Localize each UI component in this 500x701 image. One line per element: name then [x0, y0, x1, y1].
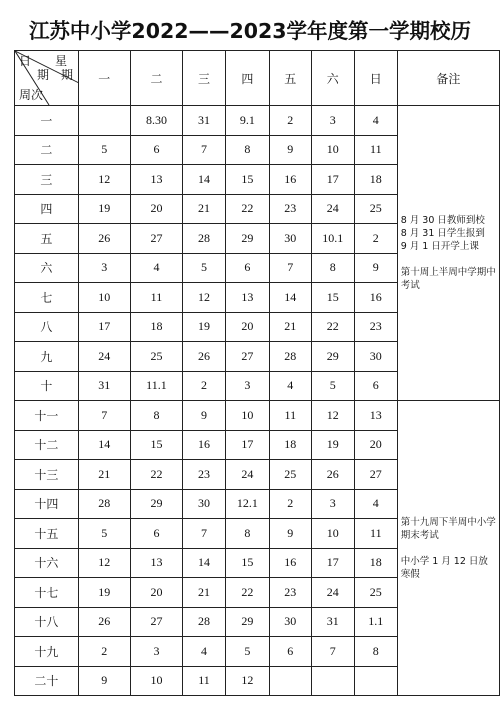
date-cell: 23	[183, 460, 226, 490]
date-cell: 20	[130, 578, 183, 608]
date-cell: 15	[130, 430, 183, 460]
week-row	[15, 401, 500, 431]
date-cell: 7	[311, 637, 354, 667]
date-cell: 9	[78, 666, 130, 696]
date-cell: 26	[78, 224, 130, 254]
date-cell: 19	[78, 194, 130, 224]
date-cell: 10	[130, 666, 183, 696]
date-cell: 24	[78, 342, 130, 372]
date-cell: 22	[130, 460, 183, 490]
date-cell: 29	[130, 489, 183, 519]
date-cell: 17	[311, 548, 354, 578]
day-header-sat: 六	[311, 51, 354, 106]
notes-header: 备注	[397, 51, 499, 106]
week-number: 七	[15, 283, 79, 313]
date-cell: 21	[183, 578, 226, 608]
date-cell: 25	[130, 342, 183, 372]
note-paragraph	[401, 214, 496, 253]
date-cell: 11	[269, 401, 311, 431]
week-number: 九	[15, 342, 79, 372]
date-cell: 9	[354, 253, 397, 283]
date-cell: 27	[130, 607, 183, 637]
date-cell: 5	[183, 253, 226, 283]
note-paragraph	[401, 516, 496, 542]
week-number: 十七	[15, 578, 79, 608]
date-cell: 11	[130, 283, 183, 313]
day-header-mon: 一	[78, 51, 130, 106]
date-cell: 8	[311, 253, 354, 283]
date-cell: 12	[311, 401, 354, 431]
date-cell: 2	[78, 637, 130, 667]
date-cell: 30	[183, 489, 226, 519]
date-cell: 11	[354, 135, 397, 165]
date-cell: 14	[183, 548, 226, 578]
page-title: 江苏中小学2022——2023学年度第一学期校历	[28, 19, 472, 43]
date-cell: 18	[354, 548, 397, 578]
date-cell: 30	[354, 342, 397, 372]
date-cell: 16	[183, 430, 226, 460]
date-cell: 20	[225, 312, 269, 342]
week-number: 十五	[15, 519, 79, 549]
day-header-thu: 四	[225, 51, 269, 106]
date-cell: 8.30	[130, 106, 183, 136]
date-cell: 10.1	[311, 224, 354, 254]
date-cell: 12	[225, 666, 269, 696]
date-cell: 10	[225, 401, 269, 431]
date-cell: 27	[130, 224, 183, 254]
date-cell: 29	[225, 607, 269, 637]
date-cell: 17	[78, 312, 130, 342]
date-cell: 16	[269, 165, 311, 195]
date-cell: 13	[225, 283, 269, 313]
day-header-fri: 五	[269, 51, 311, 106]
week-number: 六	[15, 253, 79, 283]
date-cell: 22	[225, 194, 269, 224]
date-cell: 16	[354, 283, 397, 313]
date-cell: 28	[183, 224, 226, 254]
date-cell: 20	[354, 430, 397, 460]
date-cell: 25	[269, 460, 311, 490]
date-cell: 1.1	[354, 607, 397, 637]
date-cell: 3	[130, 637, 183, 667]
date-cell: 28	[183, 607, 226, 637]
week-number: 十三	[15, 460, 79, 490]
note-line: 第十九周下半周中小学期末考试	[400, 516, 496, 541]
date-cell: 13	[354, 401, 397, 431]
date-cell: 24	[311, 578, 354, 608]
corner-zhouci: 周次	[19, 88, 44, 102]
date-cell: 15	[225, 548, 269, 578]
date-cell: 27	[354, 460, 397, 490]
date-cell: 23	[354, 312, 397, 342]
date-cell: 26	[78, 607, 130, 637]
date-cell: 25	[354, 194, 397, 224]
date-cell: 6	[354, 371, 397, 401]
date-cell: 11	[183, 666, 226, 696]
date-cell: 9	[183, 401, 226, 431]
week-number: 一	[15, 106, 79, 136]
date-cell: 28	[78, 489, 130, 519]
week-number: 十二	[15, 430, 79, 460]
day-header-wed: 三	[183, 51, 226, 106]
date-cell: 17	[311, 165, 354, 195]
date-cell	[269, 666, 311, 696]
date-cell: 21	[78, 460, 130, 490]
date-cell: 15	[225, 165, 269, 195]
day-header-sun: 日	[354, 51, 397, 106]
date-cell	[78, 106, 130, 136]
date-cell: 2	[269, 106, 311, 136]
date-cell: 30	[269, 607, 311, 637]
date-cell: 19	[78, 578, 130, 608]
date-cell: 22	[311, 312, 354, 342]
note-line: 8 月 30 日教师到校	[400, 215, 485, 226]
date-cell: 21	[183, 194, 226, 224]
date-cell: 10	[311, 519, 354, 549]
date-cell: 3	[311, 489, 354, 519]
school-calendar-table	[14, 50, 500, 696]
date-cell: 11.1	[130, 371, 183, 401]
note-line: 9 月 1 日开学上课	[400, 241, 479, 252]
date-cell: 8	[130, 401, 183, 431]
date-cell: 7	[269, 253, 311, 283]
date-cell: 13	[130, 548, 183, 578]
date-cell: 17	[225, 430, 269, 460]
corner-xing: 星	[55, 54, 68, 68]
date-cell: 4	[130, 253, 183, 283]
date-cell: 19	[311, 430, 354, 460]
date-cell: 7	[78, 401, 130, 431]
week-number: 十四	[15, 489, 79, 519]
date-cell: 31	[78, 371, 130, 401]
notes-cell-lower	[397, 401, 499, 696]
date-cell: 30	[269, 224, 311, 254]
date-cell: 6	[130, 135, 183, 165]
date-cell: 12	[183, 283, 226, 313]
date-cell: 19	[183, 312, 226, 342]
date-cell: 12	[78, 165, 130, 195]
date-cell: 3	[78, 253, 130, 283]
week-number: 十	[15, 371, 79, 401]
date-cell: 26	[311, 460, 354, 490]
date-cell: 20	[130, 194, 183, 224]
date-cell: 4	[354, 489, 397, 519]
date-cell: 21	[269, 312, 311, 342]
date-cell: 2	[183, 371, 226, 401]
date-cell: 4	[269, 371, 311, 401]
date-cell: 7	[183, 135, 226, 165]
date-cell: 2	[269, 489, 311, 519]
date-cell: 8	[225, 519, 269, 549]
date-cell: 10	[311, 135, 354, 165]
week-number: 五	[15, 224, 79, 254]
date-cell: 26	[183, 342, 226, 372]
corner-qi-left: 期	[37, 68, 50, 82]
note-line: 中小学 1 月 12 日放寒假	[400, 555, 488, 580]
date-cell: 8	[354, 637, 397, 667]
date-cell: 22	[225, 578, 269, 608]
corner-header-cell	[15, 51, 79, 106]
date-cell: 2	[354, 224, 397, 254]
week-number: 二十	[15, 666, 79, 696]
calendar-body	[15, 106, 500, 696]
date-cell: 18	[354, 165, 397, 195]
note-paragraph	[401, 555, 496, 581]
week-number: 四	[15, 194, 79, 224]
date-cell: 12	[78, 548, 130, 578]
date-cell: 4	[183, 637, 226, 667]
date-cell: 9	[269, 519, 311, 549]
week-number: 八	[15, 312, 79, 342]
week-number: 十一	[15, 401, 79, 431]
date-cell: 27	[225, 342, 269, 372]
date-cell: 10	[78, 283, 130, 313]
week-number: 二	[15, 135, 79, 165]
date-cell: 6	[130, 519, 183, 549]
date-cell: 23	[269, 578, 311, 608]
week-number: 十九	[15, 637, 79, 667]
corner-ri: 日	[19, 54, 32, 68]
date-cell: 14	[183, 165, 226, 195]
date-cell: 16	[269, 548, 311, 578]
date-cell: 4	[354, 106, 397, 136]
week-number: 三	[15, 165, 79, 195]
date-cell: 18	[269, 430, 311, 460]
notes-cell-upper	[397, 106, 499, 401]
date-cell: 18	[130, 312, 183, 342]
note-line: 8 月 31 日学生报到	[400, 228, 485, 239]
date-cell: 29	[311, 342, 354, 372]
date-cell: 7	[183, 519, 226, 549]
date-cell: 28	[269, 342, 311, 372]
date-cell: 9	[269, 135, 311, 165]
date-cell: 12.1	[225, 489, 269, 519]
date-cell: 6	[225, 253, 269, 283]
date-cell: 5	[311, 371, 354, 401]
date-cell: 3	[311, 106, 354, 136]
week-number: 十六	[15, 548, 79, 578]
date-cell: 23	[269, 194, 311, 224]
week-row	[15, 106, 500, 136]
date-cell: 29	[225, 224, 269, 254]
date-cell: 11	[354, 519, 397, 549]
date-cell: 31	[311, 607, 354, 637]
date-cell: 25	[354, 578, 397, 608]
date-cell: 5	[225, 637, 269, 667]
date-cell: 24	[311, 194, 354, 224]
corner-qi-right: 期	[61, 68, 74, 82]
date-cell	[354, 666, 397, 696]
date-cell: 9.1	[225, 106, 269, 136]
date-cell: 15	[311, 283, 354, 313]
day-header-tue: 二	[130, 51, 183, 106]
date-cell	[311, 666, 354, 696]
date-cell: 3	[225, 371, 269, 401]
week-number: 十八	[15, 607, 79, 637]
note-line: 第十周上半周中学期中考试	[400, 267, 496, 291]
date-cell: 31	[183, 106, 226, 136]
date-cell: 24	[225, 460, 269, 490]
date-cell: 5	[78, 519, 130, 549]
date-cell: 6	[269, 637, 311, 667]
date-cell: 13	[130, 165, 183, 195]
date-cell: 5	[78, 135, 130, 165]
date-cell: 14	[78, 430, 130, 460]
date-cell: 8	[225, 135, 269, 165]
note-paragraph	[401, 266, 496, 292]
header-row	[15, 51, 500, 106]
date-cell: 14	[269, 283, 311, 313]
